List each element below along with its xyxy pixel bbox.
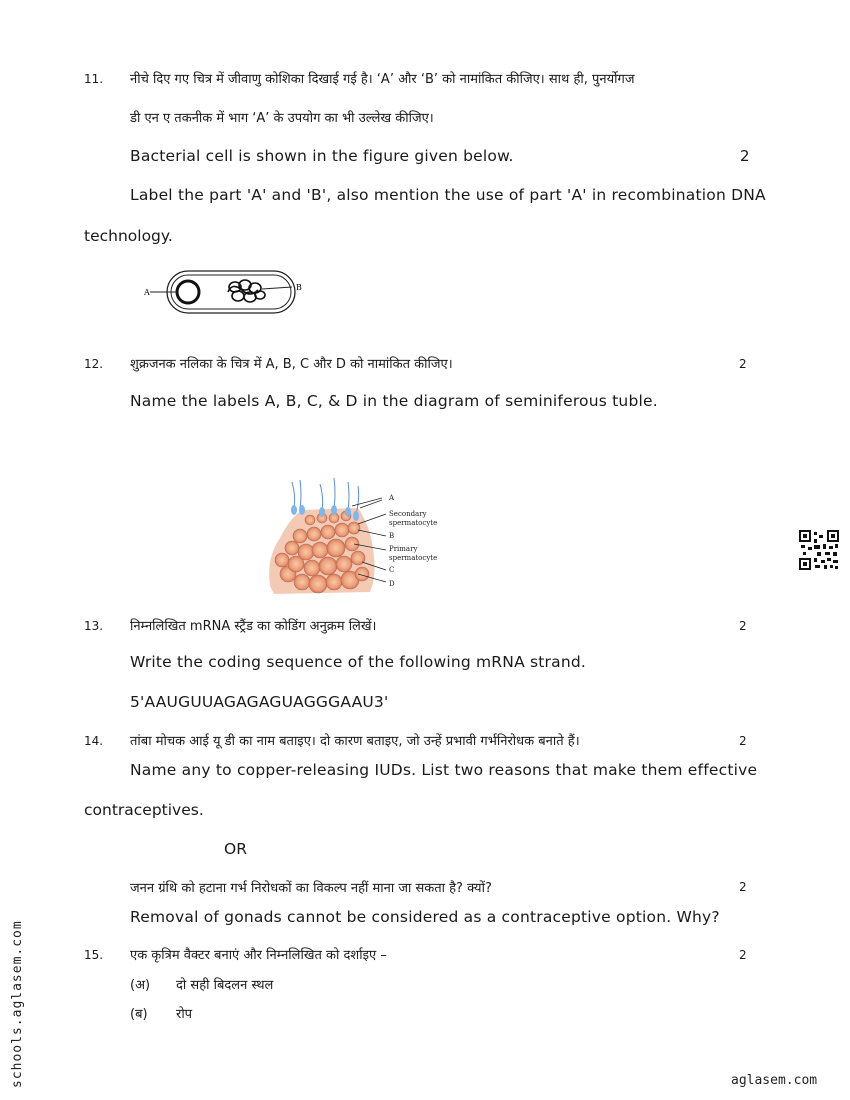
figure-label-d: D xyxy=(389,580,395,588)
question-number: 15. xyxy=(84,948,104,962)
question-english-line: contraceptives. xyxy=(84,801,204,819)
question-english-line: Write the coding sequence of the following mRNA strand. xyxy=(130,653,587,671)
figure-label-spermatocyte: spermatocyte xyxy=(389,554,438,562)
question-hindi-line: एक कृत्रिम वैक्टर बनाएं और निम्नलिखित को दर्शाइए – xyxy=(130,948,387,963)
question-number: 13. xyxy=(84,619,104,633)
qr-code-icon xyxy=(799,530,839,570)
question-english-line: Name any to copper-releasing IUDs. List two reasons that make them effective xyxy=(130,761,758,779)
figure-label-b: B xyxy=(389,532,395,540)
question-hindi-line: तांबा मोचक आई यू डी का नाम बताइए। दो कारण बताइए, जो उन्हें प्रभावी गर्भनिरोधक बनाते हैं। xyxy=(130,734,580,749)
marks: 2 xyxy=(739,880,747,894)
marks: 2 xyxy=(740,147,750,165)
question-english-line: Name the labels A, B, C, & D in the diagram of seminiferous tuble. xyxy=(130,392,658,410)
question-hindi-line: जनन ग्रंथि को हटाना गर्भ निरोधकों का विकल्प नहीं माना जा सकता है? क्यों? xyxy=(130,881,492,896)
footer-site-name: aglasem.com xyxy=(731,1073,818,1088)
or-separator: OR xyxy=(224,840,247,858)
sub-option-text: दो सही बिदलन स्थल xyxy=(176,978,274,993)
side-watermark: schools.aglasem.com xyxy=(10,920,25,1088)
marks: 2 xyxy=(739,948,747,962)
sub-option-text: रोप xyxy=(176,1007,193,1022)
figure-label-b: B xyxy=(296,283,302,292)
question-number: 12. xyxy=(84,357,104,371)
sub-option-label: (अ) xyxy=(130,978,151,993)
question-number: 14. xyxy=(84,734,104,748)
question-hindi-line: नीचे दिए गए चित्र में जीवाणु कोशिका दिखाई गई है। ‘A’ और ‘B’ को नामांकित कीजिए। साथ ही, पुनर्योगज xyxy=(130,72,635,87)
question-english-line: technology. xyxy=(84,227,173,245)
marks: 2 xyxy=(739,619,747,633)
question-hindi-line: डी एन ए तकनीक में भाग ‘A’ के उपयोग का भी उल्लेख कीजिए। xyxy=(130,111,434,126)
figure-label-spermatocyte: spermatocyte xyxy=(389,519,438,527)
figure-label-a: A xyxy=(389,494,395,502)
question-english-line: Bacterial cell is shown in the figure given below. xyxy=(130,147,514,165)
figure-label-c: C xyxy=(389,566,395,574)
question-number: 11. xyxy=(84,72,104,86)
mrna-sequence: 5'AAUGUUAGAGAGUAGGGAAU3' xyxy=(130,693,389,711)
question-hindi-line: निम्नलिखित mRNA स्ट्रैंड का कोडिंग अनुक्रम लिखें। xyxy=(130,619,377,634)
marks: 2 xyxy=(739,357,747,371)
figure-label-secondary: Secondary xyxy=(389,510,427,518)
bacterial-cell-figure xyxy=(140,268,315,318)
figure-label-primary: Primary xyxy=(389,545,418,553)
sub-option-label: (ब) xyxy=(130,1007,148,1022)
seminiferous-tubule-figure xyxy=(262,478,448,596)
question-english-line: Label the part 'A' and 'B', also mention the use of part 'A' in recombination DNA xyxy=(130,186,766,204)
figure-label-a: A xyxy=(144,288,150,297)
question-english-line: Removal of gonads cannot be considered as a contraceptive option. Why? xyxy=(130,908,720,926)
question-hindi-line: शुक्रजनक नलिका के चित्र में A, B, C और D को नामांकित कीजिए। xyxy=(130,357,453,372)
marks: 2 xyxy=(739,734,747,748)
